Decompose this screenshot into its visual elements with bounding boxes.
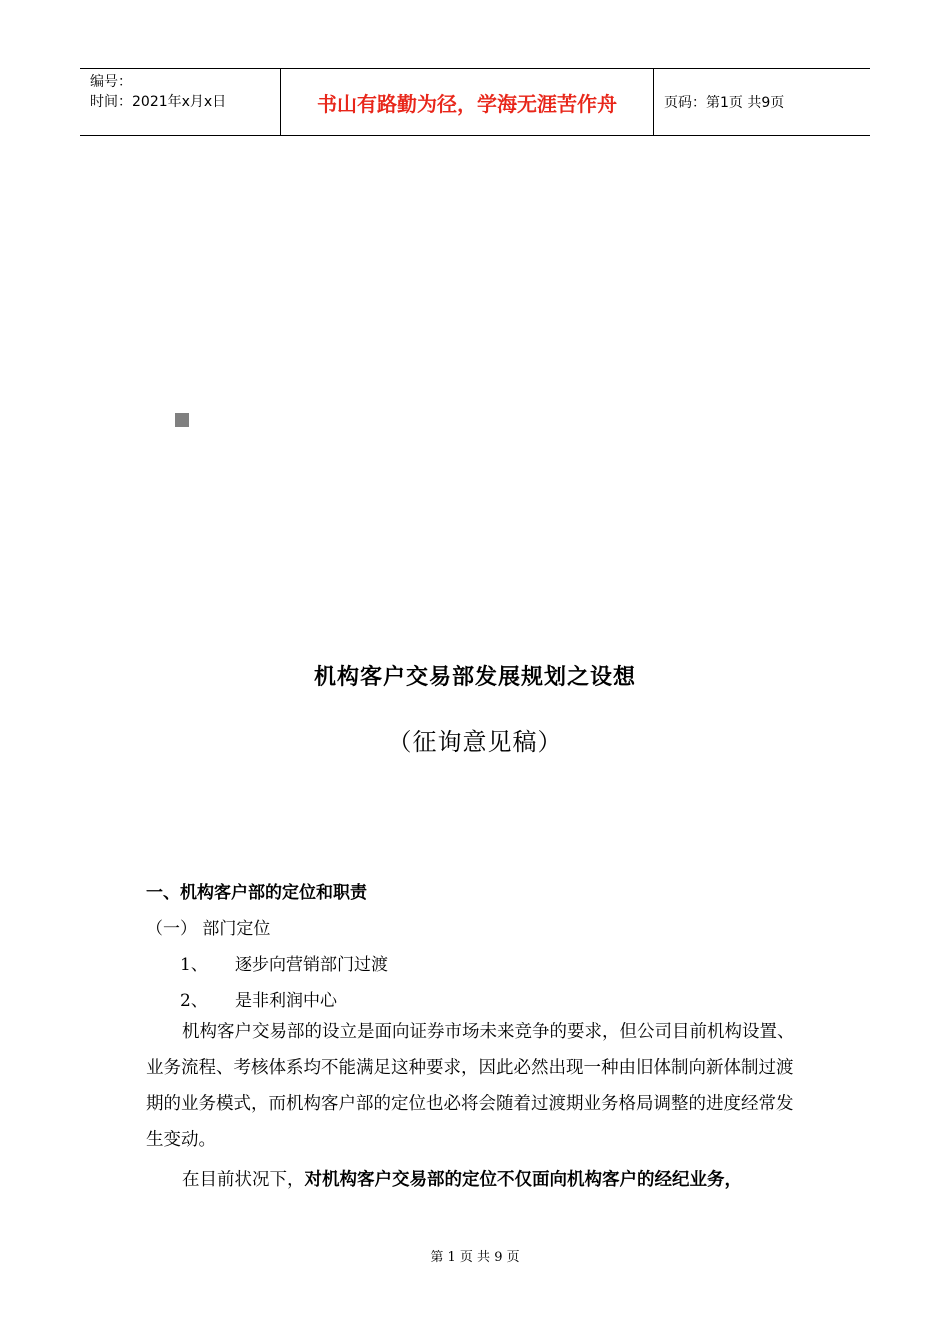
square-bullet-icon <box>175 413 189 427</box>
header-page-label: 页码：第1页 共9页 <box>664 95 785 111</box>
header-motto: 书山有路勤为径，学海无涯苦作舟 <box>281 69 654 135</box>
body-paragraph <box>146 1162 808 1198</box>
header-time-label: 时间：2021年x月x日 <box>90 94 227 110</box>
list-item <box>180 950 388 975</box>
list-item <box>180 986 337 1011</box>
list-item-number: 1、 <box>180 955 208 975</box>
list-item-text: 逐步向营销部门过渡 <box>235 955 388 975</box>
list-item-number: 2、 <box>180 991 208 1011</box>
body-paragraph: 机构客户交易部的设立是面向证券市场未来竞争的要求，但公司目前机构设置、业务流程、考核体系均不能满足这种要求，因此必然出现一种由旧体制向新体制过渡期的业务模式，而机构客户部的定位也必将会随着过渡期业务格局调整的进度经常发生变动。 <box>146 1022 795 1150</box>
paragraph-bold-text: 对机构客户交易部的定位不仅面向机构客户的经纪业务， <box>304 1170 742 1190</box>
page-footer: 第 1 页 共 9 页 <box>430 1250 520 1265</box>
document-subtitle: （征询意见稿） <box>387 728 563 756</box>
document-header <box>80 68 870 136</box>
header-meta <box>80 69 281 135</box>
section-heading: 一、机构客户部的定位和职责 <box>146 883 367 903</box>
sub-heading: （一） 部门定位 <box>146 919 271 939</box>
header-number-label: 编号： <box>90 74 132 90</box>
paragraph-normal-text: 在目前状况下， <box>182 1170 305 1190</box>
document-title: 机构客户交易部发展规划之设想 <box>313 665 636 690</box>
list-item-text: 是非利润中心 <box>235 991 337 1011</box>
